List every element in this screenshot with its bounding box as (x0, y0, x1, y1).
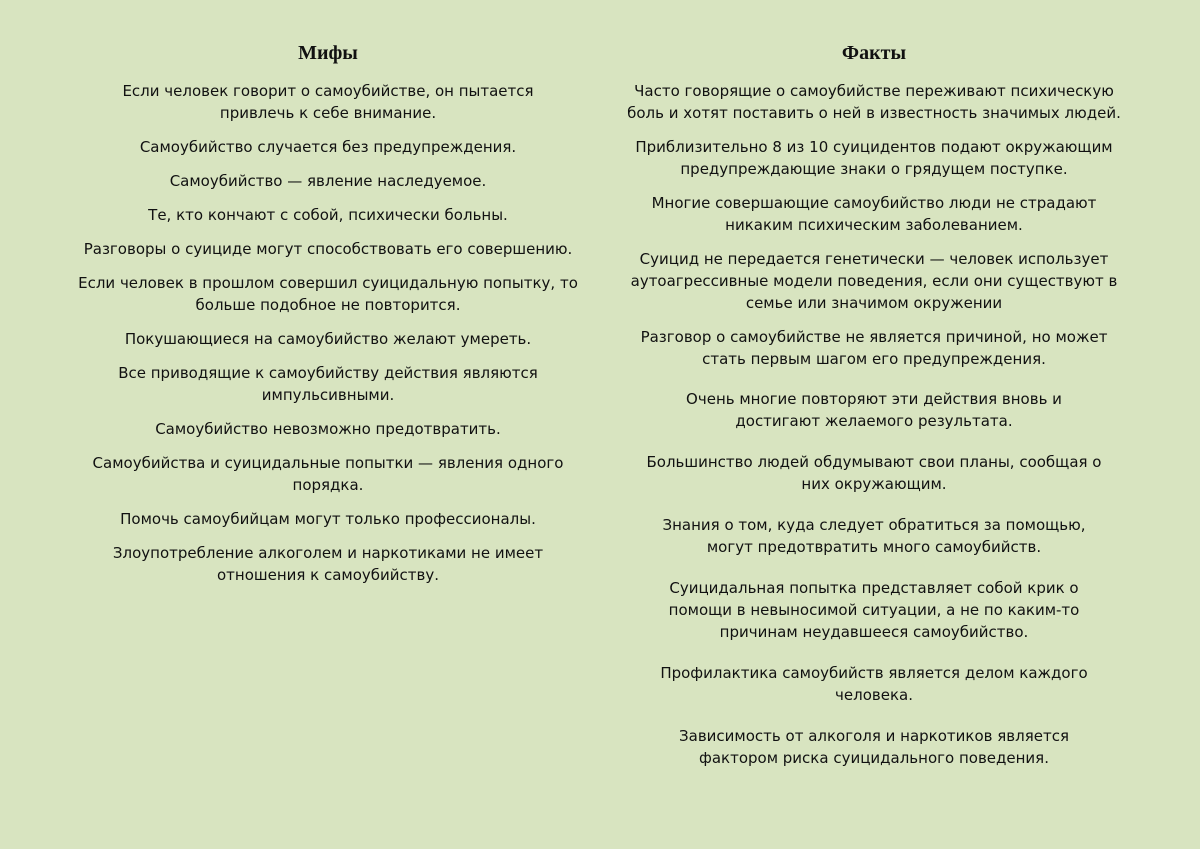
fact-item: Приблизительно 8 из 10 суицидентов подают окружающим предупреждающие знаки о грядущем поступке. (635, 138, 1113, 178)
myth-item: Если человек в прошлом совершил суицидальную попытку, то больше подобное не повторится. (78, 274, 578, 314)
fact-item: Суицидальная попытка представляет собой крик о помощи в невыносимой ситуации, а не по каким-то причинам неудавшееся самоубийство. (668, 579, 1080, 641)
myth-item: Самоубийство — явление наследуемое. (169, 172, 487, 190)
myth-item: Те, кто кончают с собой, психически больны. (148, 206, 508, 224)
fact-item: Многие совершающие самоубийство люди не страдают никаким психическим заболеванием. (651, 194, 1097, 234)
myth-item: Все приводящие к самоубийству действия являются импульсивными. (118, 364, 538, 404)
facts-list (624, 80, 1124, 781)
myth-item: Самоубийство невозможно предотвратить. (155, 420, 501, 438)
myth-item: Самоубийства и суицидальные попытки — явления одного порядка. (92, 454, 564, 494)
myths-list (78, 80, 578, 598)
myth-item: Помочь самоубийцам могут только профессионалы. (120, 510, 536, 528)
fact-item: Разговор о самоубийстве не является причиной, но может стать первым шагом его предупреждения. (640, 328, 1108, 368)
myth-item: Если человек говорит о самоубийстве, он пытается привлечь к себе внимание. (122, 82, 534, 122)
fact-item: Суицид не передается генетически — человек использует аутоагрессивные модели поведения, если они существуют в семье или значимом окружении (630, 250, 1118, 312)
fact-item: Большинство людей обдумывают свои планы, сообщая о них окружающим. (646, 453, 1102, 493)
fact-item: Профилактика самоубийств является делом каждого человека. (660, 664, 1088, 704)
fact-item: Зависимость от алкоголя и наркотиков является фактором риска суицидального поведения. (679, 727, 1069, 767)
myth-item: Покушающиеся на самоубийство желают умереть. (124, 330, 532, 348)
myth-item: Самоубийство случается без предупреждения. (139, 138, 517, 156)
fact-item: Очень многие повторяют эти действия вновь и достигают желаемого результата. (686, 390, 1062, 430)
myths-title: Мифы (298, 42, 358, 64)
myth-item: Разговоры о суициде могут способствовать его совершению. (83, 240, 573, 258)
facts-title: Факты (841, 42, 907, 64)
myth-item: Злоупотребление алкоголем и наркотиками не имеет отношения к самоубийству. (112, 544, 544, 584)
fact-item: Часто говорящие о самоубийстве переживают психическую боль и хотят поставить о ней в известность значимых людей. (627, 82, 1121, 122)
fact-item: Знания о том, куда следует обратиться за помощью, могут предотвратить много самоубийств. (662, 516, 1086, 556)
